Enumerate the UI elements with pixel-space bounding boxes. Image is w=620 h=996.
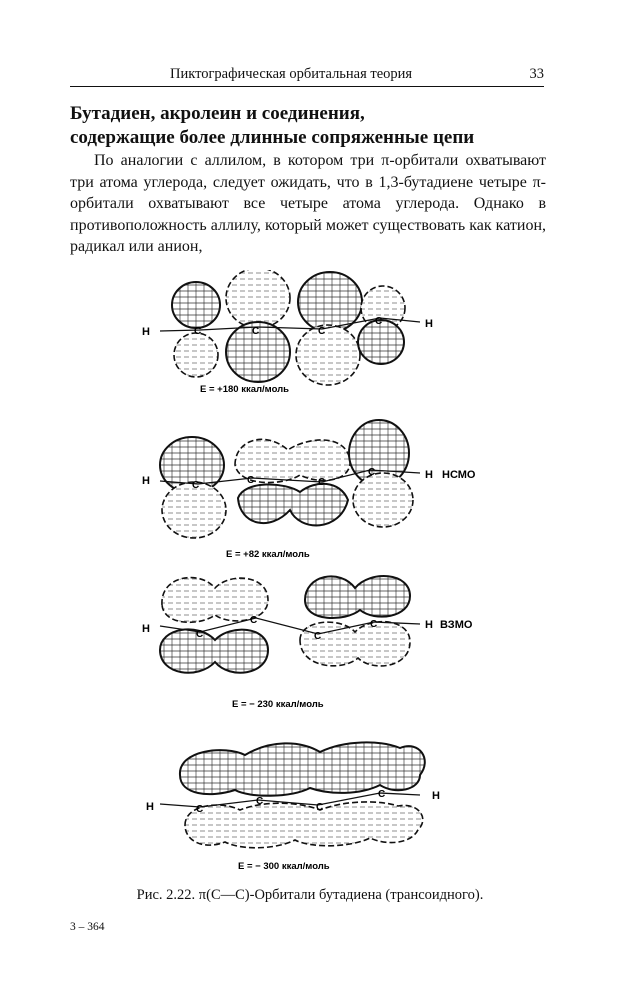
- section-heading: [70, 102, 550, 150]
- atom-c: C: [250, 615, 258, 626]
- energy-label: E = +82 ккал/моль: [226, 549, 310, 560]
- atom-h: H: [425, 469, 433, 481]
- lobe: [180, 742, 425, 795]
- page-header: [70, 66, 544, 87]
- energy-label: E = − 300 ккал/моль: [238, 861, 330, 872]
- atom-c: C: [192, 480, 200, 491]
- atom-c: C: [194, 326, 202, 337]
- lobe: [296, 325, 360, 385]
- lobe: [226, 270, 290, 328]
- body-paragraph: По аналогии с аллилом, в котором три π-орбитали охватывают три атома углерода, следует ожидать, что в 1,3-бутадиене четыре π-орбитали охватывают все четыре атома углерода. Однако в противоположность аллилу, который может существовать как катион, радикал или анион,: [70, 152, 546, 255]
- atom-h: H: [425, 619, 433, 631]
- orbital-diagram-3: [142, 576, 473, 710]
- section-heading-line-1: Бутадиен, акролеин и соединения,: [70, 103, 365, 124]
- orbital-tag: НСМО: [442, 469, 476, 481]
- signature-mark: 3 – 364: [70, 921, 105, 933]
- lobe: [174, 333, 218, 377]
- orbital-diagram-1: [142, 270, 433, 395]
- atom-h: H: [142, 326, 150, 338]
- lobe: [172, 282, 220, 328]
- atom-c: C: [247, 475, 255, 486]
- atom-c: C: [252, 326, 260, 337]
- atom-c: C: [196, 629, 204, 640]
- lobe: [305, 576, 410, 618]
- atom-h: H: [432, 790, 440, 802]
- orbital-diagram-2: [142, 420, 476, 560]
- lobe: [160, 629, 268, 672]
- atom-c: C: [196, 804, 204, 815]
- running-title: Пиктографическая орбитальная теория: [170, 66, 413, 82]
- atom-h: H: [142, 623, 150, 635]
- figure-caption: Рис. 2.22. π(C—C)-Орбитали бутадиена (трансоидного).: [136, 887, 484, 903]
- lobe: [353, 473, 413, 527]
- orbital-diagram-4: [146, 742, 440, 872]
- atom-c: C: [378, 789, 386, 800]
- atom-c: C: [256, 796, 264, 807]
- atom-c: C: [318, 477, 326, 488]
- atom-c: C: [368, 467, 376, 478]
- atom-c: C: [375, 316, 383, 327]
- orbital-figure: [0, 270, 620, 880]
- atom-h: H: [142, 475, 150, 487]
- energy-label: E = − 230 ккал/моль: [232, 699, 324, 710]
- atom-c: C: [318, 326, 326, 337]
- lobe: [300, 622, 410, 666]
- atom-h: H: [425, 318, 433, 330]
- section-heading-line-2: содержащие более длинные сопряженные цепи: [70, 127, 475, 148]
- atom-c: C: [370, 619, 378, 630]
- atom-c: C: [314, 631, 322, 642]
- lobe: [238, 484, 348, 526]
- atom-c: C: [316, 802, 324, 813]
- page-number: 33: [529, 66, 544, 82]
- energy-label: E = +180 ккал/моль: [200, 384, 290, 395]
- atom-h: H: [146, 801, 154, 813]
- orbital-tag: ВЗМО: [440, 619, 473, 631]
- lobe: [185, 802, 423, 848]
